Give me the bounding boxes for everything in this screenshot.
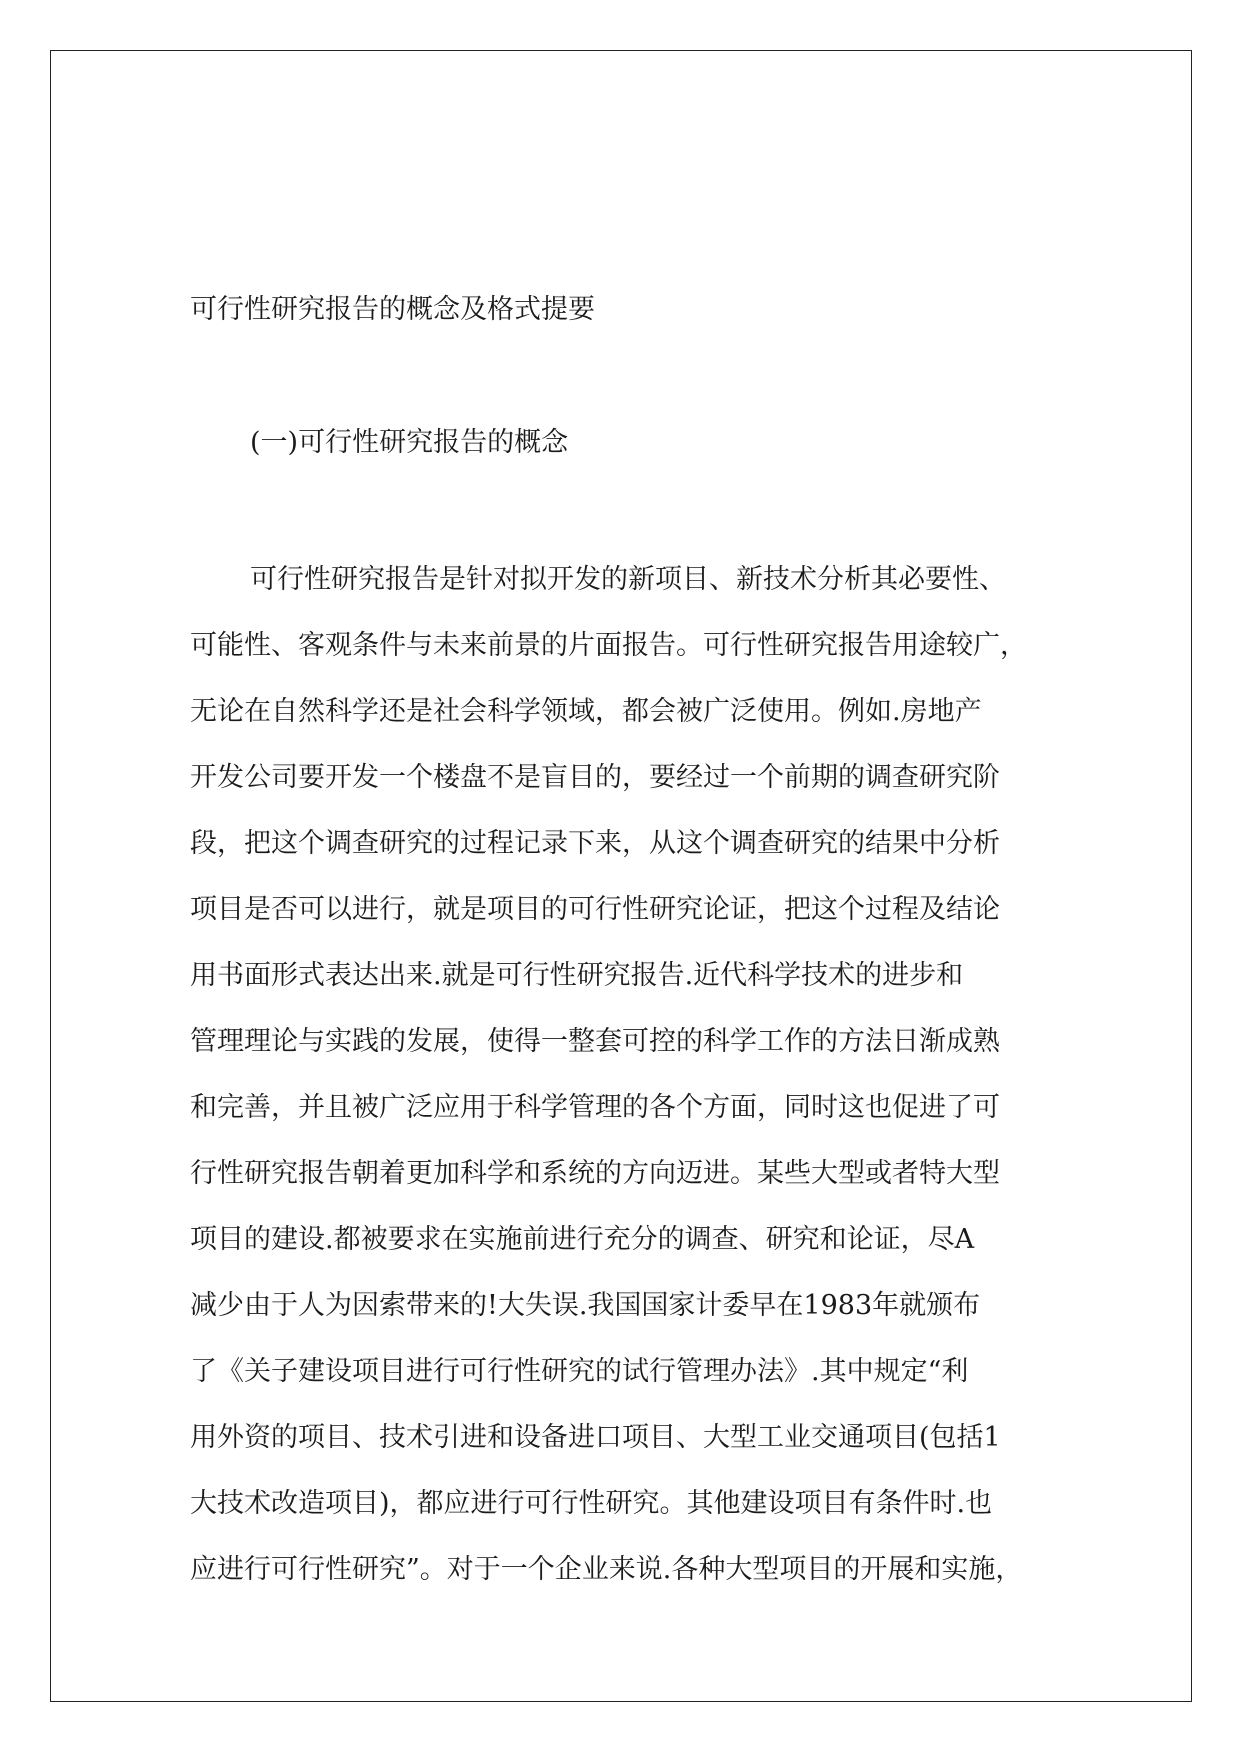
body-line: 无论在自然科学还是社会科学领域，都会被广泛使用。例如.房地产 (190, 696, 982, 727)
body-line: 段，把这个调查研究的过程记录下来，从这个调查研究的结果中分析 (190, 828, 1000, 859)
body-line: 和完善，并且被广泛应用于科学管理的各个方面，同时这也促进了可 (190, 1092, 1000, 1123)
body-line: 行性研究报告朝着更加科学和系统的方向迈进。某些大型或者特大型 (190, 1158, 1000, 1189)
body-line: 大技术改造项目)，都应进行可行性研究。其他建设项目有条件时.也 (190, 1488, 993, 1519)
body-line: 可能性、客观条件与未来前景的片面报告。可行性研究报告用途较广， (190, 630, 1027, 661)
section-heading: (一)可行性研究报告的概念 (250, 427, 569, 458)
body-line: 减少由于人为因索带来的!大失误.我国国家计委早在1983年就颁布 (190, 1290, 981, 1321)
body-line: 了《关子建设项目进行可行性研究的试行管理办法》.其中规定“利 (190, 1356, 969, 1387)
body-line: 开发公司要开发一个楼盘不是盲目的，要经过一个前期的调查研究阶 (190, 762, 1000, 793)
body-line: 管理理论与实践的发展，使得一整套可控的科学工作的方法日渐成熟 (190, 1026, 1000, 1057)
body-line: 用书面形式表达出来.就是可行性研究报告.近代科学技术的进步和 (190, 960, 964, 991)
body-line: 可行性研究报告是针对拟开发的新项目、新技术分析其必要性、 (250, 564, 1006, 595)
document-title: 可行性研究报告的概念及格式提要 (190, 294, 595, 325)
body-line: 项目是否可以进行，就是项目的可行性研究论证，把这个过程及结论 (190, 894, 1000, 925)
body-line: 用外资的项目、技术引进和设备进口项目、大型工业交通项目(包括1 (190, 1422, 1001, 1453)
body-line: 项目的建设.都被要求在实施前进行充分的调查、研究和论证，尽A (190, 1224, 975, 1255)
body-line: 应进行可行性研究”。对于一个企业来说.各种大型项目的开展和实施， (190, 1554, 1023, 1585)
